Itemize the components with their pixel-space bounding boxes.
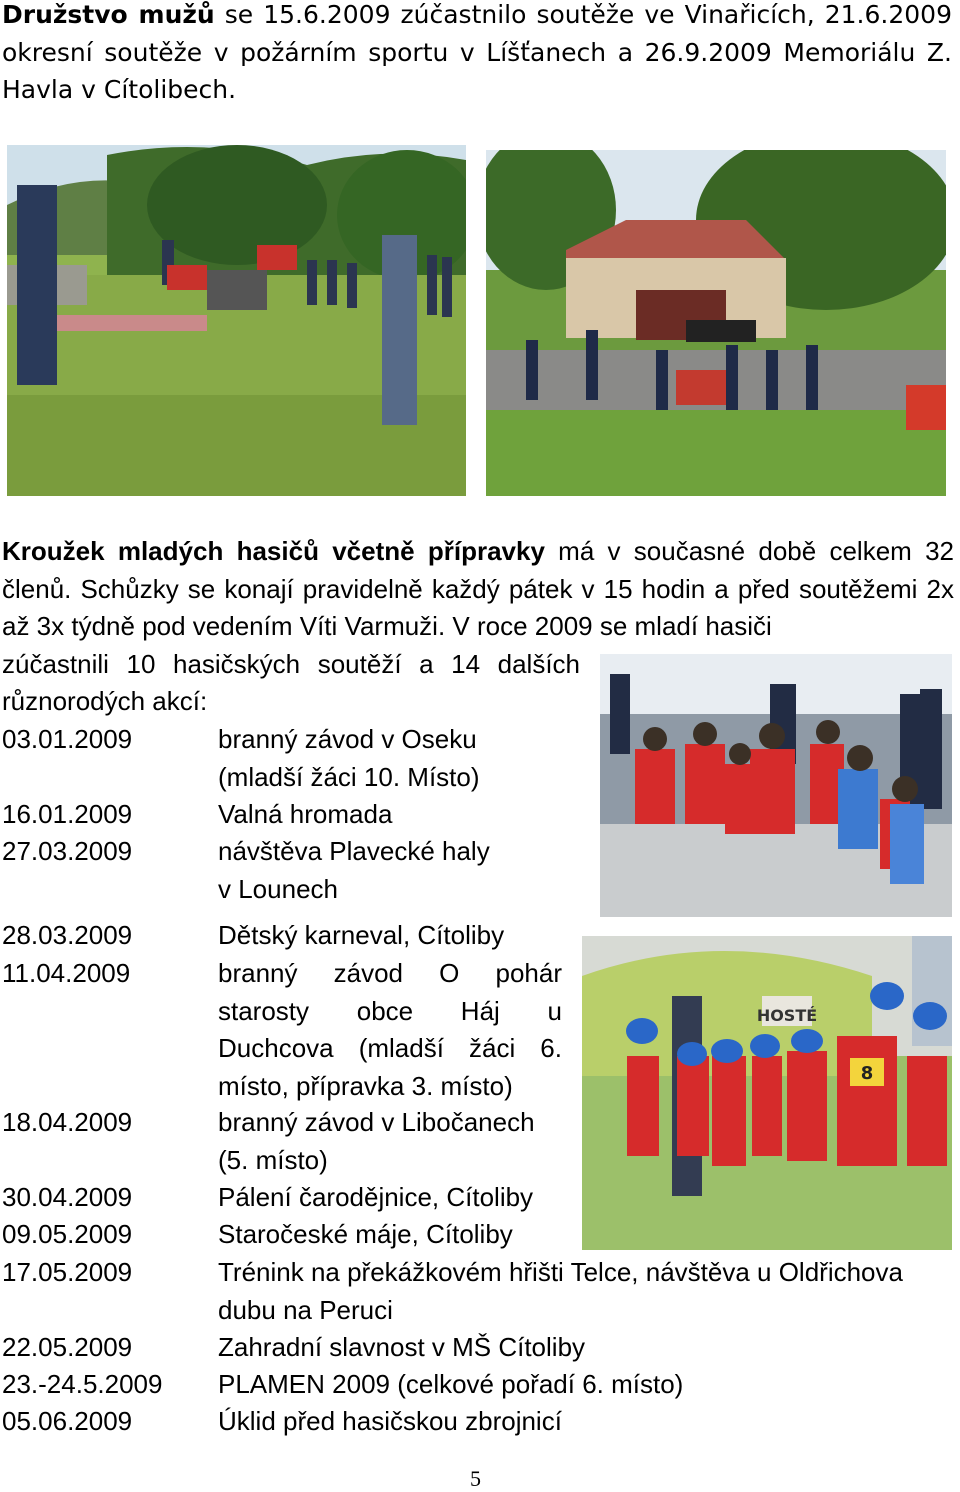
- event-description: (5. místo): [218, 1144, 328, 1175]
- photo-fire-sport-competition-1: [7, 145, 466, 496]
- photo-banner-text: HOSTÉ: [756, 1006, 818, 1025]
- event-description: dubu na Peruci: [218, 1294, 393, 1325]
- event-description: Trénink na překážkovém hřišti Telce, návštěva u Oldřichova: [218, 1257, 903, 1287]
- event-description: Zahradní slavnost v MŠ Cítoliby: [218, 1332, 586, 1362]
- event-date: 16.01.2009: [2, 799, 133, 829]
- youth-club-bold: Kroužek mladých hasičů včetně přípravky: [2, 536, 545, 566]
- event-description: PLAMEN 2009 (celkové pořadí 6. místo): [218, 1369, 684, 1399]
- youth-club-line-b: různorodých akcí:: [2, 686, 208, 716]
- event-date: 27.03.2009: [2, 836, 133, 866]
- event-date: 30.04.2009: [2, 1182, 133, 1212]
- event-description: branný závod v Libočanech: [218, 1107, 535, 1137]
- photo-children-group: [600, 654, 952, 917]
- event-date: 11.04.2009: [2, 958, 131, 988]
- youth-club-line-a: zúčastnili 10 hasičských soutěží a 14 dalších: [2, 649, 580, 679]
- event-date: 28.03.2009: [2, 920, 133, 950]
- event-description: v Lounech: [218, 873, 338, 904]
- event-description: branný závod v Oseku: [218, 724, 477, 754]
- event-description: starosty obce Háj u: [218, 995, 562, 1026]
- event-date: 03.01.2009: [2, 724, 133, 754]
- intro-bold: Družstvo mužů: [2, 0, 215, 29]
- event-date: 22.05.2009: [2, 1332, 133, 1362]
- event-date: 18.04.2009: [2, 1107, 133, 1137]
- photo-bib-number: 8: [860, 1063, 874, 1084]
- event-description: Pálení čarodějnice, Cítoliby: [218, 1182, 534, 1212]
- event-date: 09.05.2009: [2, 1219, 133, 1249]
- event-description: návštěva Plavecké haly: [218, 836, 490, 866]
- intro-paragraph: [2, 0, 952, 109]
- event-date: 23.-24.5.2009: [2, 1369, 163, 1399]
- event-description: Staročeské máje, Cítoliby: [218, 1219, 513, 1249]
- event-description: Valná hromada: [218, 799, 393, 829]
- event-date: 17.05.2009: [2, 1257, 133, 1287]
- event-description: Úklid před hasičskou zbrojnicí: [218, 1406, 562, 1436]
- youth-club-paragraph: [2, 533, 954, 646]
- intro-text: se 15.6.2009 zúčastnilo soutěže ve Vinařicích, 21.6.2009 okresní soutěže v požárním sportu v Líšťanech a 26.9.2009 Memoriálu Z. Havla v Cítolibech.: [2, 0, 952, 104]
- page-number: 5: [470, 1466, 481, 1491]
- photo-fire-sport-competition-2: [486, 150, 946, 496]
- event-description: (mladší žáci 10. Místo): [218, 761, 480, 792]
- event-description: branný závod O pohár: [218, 958, 562, 988]
- event-description: Duchcova (mladší žáci 6.: [218, 1033, 562, 1063]
- youth-club-text: má v současné době celkem 32 členů. Schůzky se konají pravidelně každý pátek v 15 hodin a před soutěžemi 2x až 3x týdně pod vedením Víti Varmuži. V roce 2009 se mladí hasiči: [2, 536, 954, 641]
- photo-children-helmets: [582, 936, 952, 1250]
- event-description: místo, přípravka 3. místo): [218, 1070, 513, 1101]
- event-description: Dětský karneval, Cítoliby: [218, 920, 505, 950]
- event-date: 05.06.2009: [2, 1406, 133, 1436]
